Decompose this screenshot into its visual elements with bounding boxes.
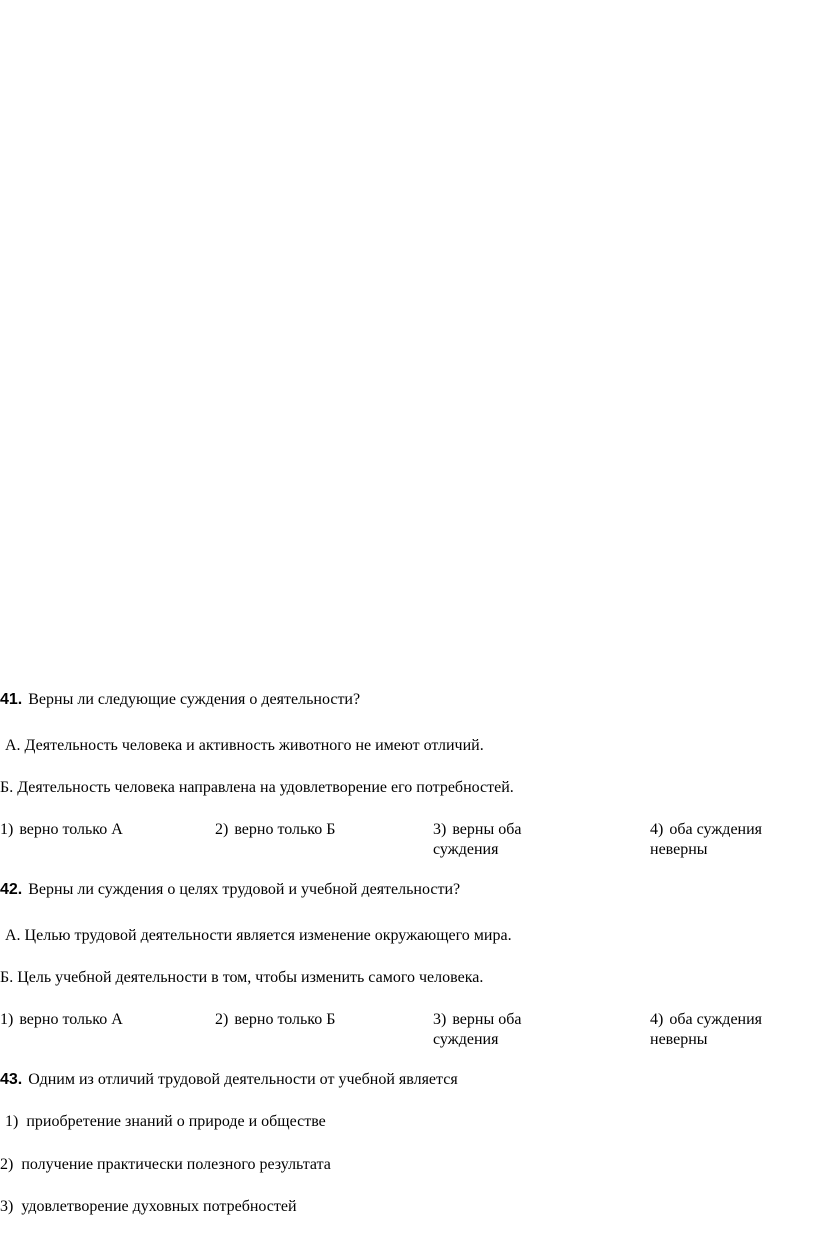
question-42-heading — [0, 880, 460, 900]
option-text: приобретение знаний о природе и обществе — [26, 1113, 326, 1130]
option-text: получение практически полезного результата — [21, 1156, 331, 1173]
question-text: Одним из отличий трудовой деятельности от учебной является — [28, 1071, 458, 1088]
question-number: 42. — [0, 881, 23, 898]
option-number: 4) — [650, 821, 664, 838]
option-text-continued: неверны — [650, 841, 708, 858]
answer-option-1 — [0, 1010, 200, 1030]
option-text: оба суждения — [669, 821, 763, 838]
question-text: Верны ли суждения о целях трудовой и учебной деятельности? — [28, 881, 461, 898]
answer-option-1 — [0, 820, 200, 840]
option-number: 1) — [0, 1011, 14, 1028]
option-text: верно только Б — [234, 821, 336, 838]
question-number: 43. — [0, 1071, 23, 1088]
option-number: 2) — [215, 1011, 229, 1028]
option-number: 3) — [433, 1011, 447, 1028]
answer-option-4 — [650, 820, 810, 860]
statement-b: Б. Деятельность человека направлена на удовлетворение его потребностей. — [0, 779, 514, 796]
question-43-heading — [0, 1070, 458, 1090]
option-text-continued: суждения — [433, 841, 499, 858]
answer-option-3 — [433, 1010, 633, 1050]
question-41-heading — [0, 690, 360, 710]
option-text-continued: неверны — [650, 1031, 708, 1048]
option-number: 3) — [0, 1198, 14, 1215]
question-number: 41. — [0, 691, 23, 708]
answer-option-2 — [215, 1010, 415, 1030]
statement-a: А. Целью трудовой деятельности является изменение окружающего мира. — [5, 927, 512, 944]
option-number: 2) — [215, 821, 229, 838]
option-number: 4) — [650, 1011, 664, 1028]
answer-option-2 — [215, 820, 415, 840]
answer-option-4 — [650, 1010, 810, 1050]
option-text-continued: суждения — [433, 1031, 499, 1048]
option-text: оба суждения — [669, 1011, 763, 1028]
option-number: 2) — [0, 1156, 14, 1173]
answer-option-3 — [0, 1197, 297, 1217]
answer-option-3 — [433, 820, 633, 860]
option-text: верны оба — [452, 1011, 522, 1028]
answer-option-1 — [5, 1112, 326, 1132]
answer-option-2 — [0, 1155, 331, 1175]
option-text: верно только А — [19, 1011, 123, 1028]
option-text: удовлетворение духовных потребностей — [21, 1198, 297, 1215]
question-text: Верны ли следующие суждения о деятельности? — [28, 691, 361, 708]
statement-b: Б. Цель учебной деятельности в том, чтобы изменить самого человека. — [0, 969, 484, 986]
statement-a: А. Деятельность человека и активность животного не имеют отличий. — [5, 737, 484, 754]
option-text: верны оба — [452, 821, 522, 838]
option-number: 1) — [0, 821, 14, 838]
option-number: 3) — [433, 821, 447, 838]
option-number: 1) — [5, 1113, 19, 1130]
option-text: верно только А — [19, 821, 123, 838]
option-text: верно только Б — [234, 1011, 336, 1028]
